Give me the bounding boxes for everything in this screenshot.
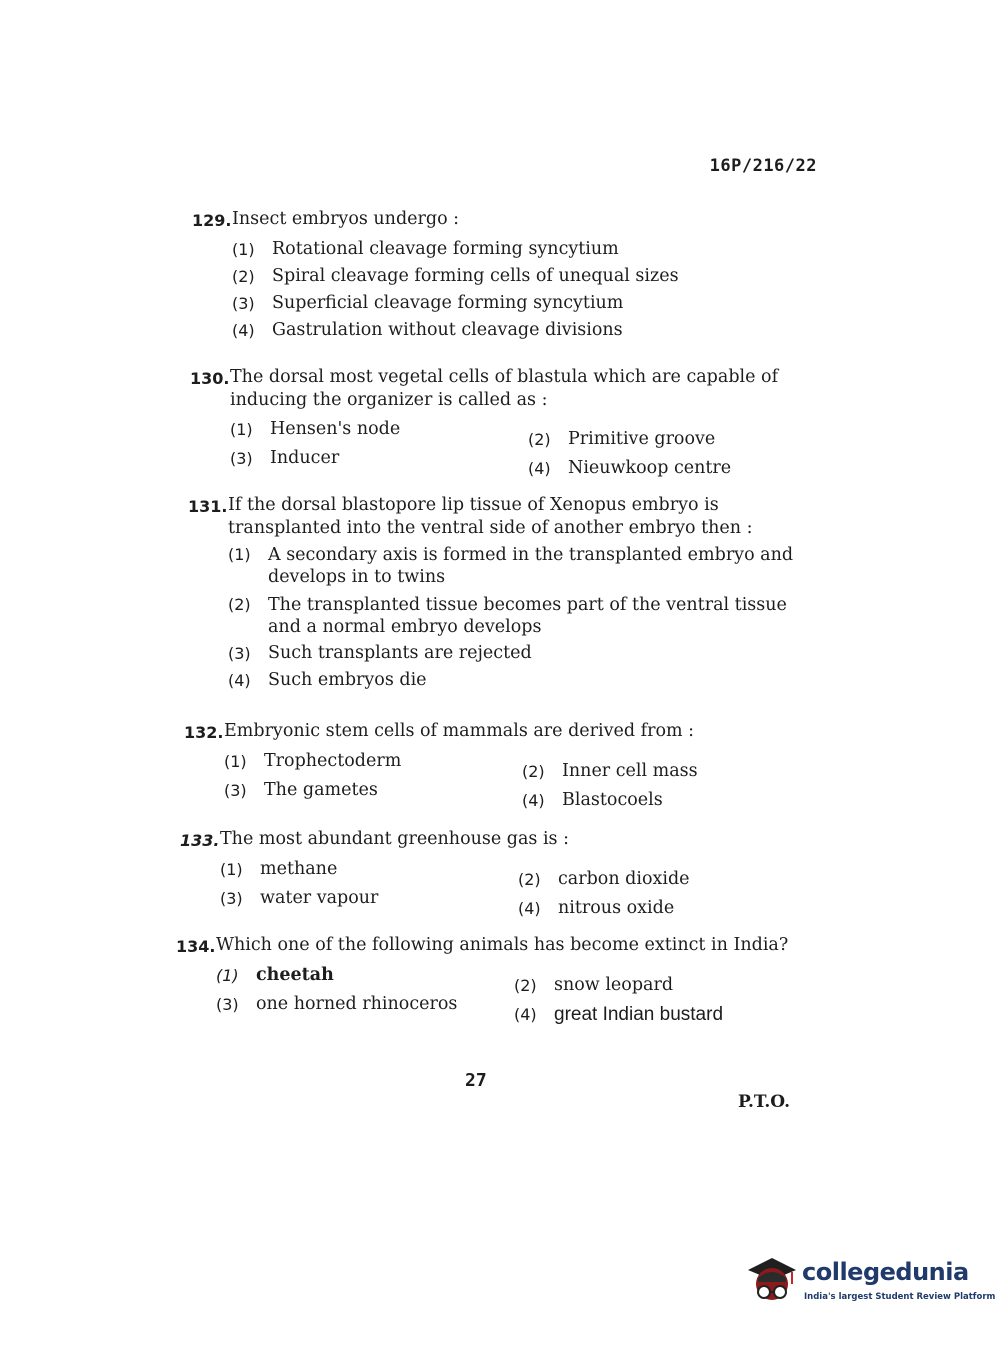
option [220,856,518,883]
option-number: (1) [232,240,255,259]
option [216,962,514,989]
question-132 [184,720,824,810]
option-text: The gametes [264,780,378,800]
option [228,667,818,694]
option-number: (1) [230,420,253,439]
options-list [228,544,818,694]
question-text: The dorsal most vegetal cells of blastula which are capable of inducing the organizer is called as : [230,367,779,410]
option [232,317,832,344]
option-text: Rotational cleavage forming syncytium [272,239,619,259]
option-number: (3) [224,781,247,800]
question-number: 134. [176,937,216,956]
option-text: Inducer [270,448,340,468]
option [232,236,832,263]
option-text: cheetah [256,965,334,985]
question-text: The most abundant greenhouse gas is : [220,829,569,849]
option [216,991,514,1018]
option-number: (4) [228,671,251,690]
option-text: methane [260,859,338,879]
question-text: Which one of the following animals has become extinct in India? [216,935,789,955]
option [522,758,822,785]
option-text: Superficial cleavage forming syncytium [272,293,624,313]
option-number: (4) [514,1005,537,1024]
option-number: (1) [224,752,247,771]
option-number: (2) [232,267,255,286]
question-number: 129. [192,211,232,230]
option-number: (2) [518,870,541,889]
option-number: (4) [528,459,551,478]
option-text: A secondary axis is formed in the transplanted embryo and develops in to twins [268,545,794,587]
option [232,290,832,317]
option [514,1001,814,1028]
option-text: Such transplants are rejected [268,643,532,663]
pto-label: P.T.O. [738,1092,790,1112]
options-grid [224,748,824,810]
question-134 [176,934,816,1025]
option-text: great Indian bustard [554,1004,724,1025]
option [224,748,522,775]
option-text: Hensen's node [270,419,401,439]
question-number: 130. [190,369,230,388]
option-number: (2) [228,595,251,614]
options-list [232,236,832,344]
option [228,594,818,638]
option [528,455,828,482]
option-number: (3) [220,889,243,908]
option-text: snow leopard [554,975,674,995]
option-text: Primitive groove [568,429,716,449]
option-number: (2) [528,430,551,449]
option [518,895,818,922]
option [220,885,518,912]
option-text: one horned rhinoceros [256,994,458,1014]
options-grid [216,962,816,1025]
option-text: water vapour [260,888,379,908]
option-number: (1) [216,966,239,985]
question-133 [180,828,820,918]
option-text: Such embryos die [268,670,427,690]
option-number: (4) [522,791,545,810]
paper-code: 16P/216/22 [709,156,817,176]
option [228,640,818,667]
option-number: (4) [518,899,541,918]
option [228,544,818,588]
collegedunia-watermark [742,1252,996,1312]
option [232,263,832,290]
page-number: 27 [465,1070,487,1091]
option [522,787,822,814]
option [230,416,528,443]
option-text: Inner cell mass [562,761,698,781]
option-number: (3) [232,294,255,313]
option-text: Trophectoderm [264,751,402,771]
option [514,972,814,999]
question-text: Insect embryos undergo : [232,209,460,229]
question-129 [192,208,832,344]
question-text: If the dorsal blastopore lip tissue of Xenopus embryo is transplanted into the ventral side of another embryo then : [228,495,753,538]
option-text: Blastocoels [562,790,663,810]
options-grid [230,416,820,478]
option-number: (1) [228,545,251,564]
question-number: 133. [180,831,220,850]
question-number: 132. [184,723,224,742]
question-130 [190,366,820,478]
brand-tagline: India's largest Student Review Platform [804,1292,996,1302]
question-text: Embryonic stem cells of mammals are derived from : [224,721,695,741]
option-number: (2) [522,762,545,781]
option [230,445,528,472]
option [528,426,828,453]
option-text: nitrous oxide [558,898,675,918]
option-number: (2) [514,976,537,995]
option-text: Gastrulation without cleavage divisions [272,320,623,340]
option-text: The transplanted tissue becomes part of the ventral tissue and a normal embryo develops [268,595,787,637]
option-number: (4) [232,321,255,340]
option-text: Nieuwkoop centre [568,458,732,478]
option-number: (3) [230,449,253,468]
options-grid [220,856,820,918]
option-text: carbon dioxide [558,869,690,889]
option-number: (1) [220,860,243,879]
option [224,777,522,804]
option-text: Spiral cleavage forming cells of unequal sizes [272,266,679,286]
option-number: (3) [228,644,251,663]
question-131 [188,494,818,694]
question-number: 131. [188,497,228,516]
option [518,866,818,893]
option-number: (3) [216,995,239,1014]
collegedunia-logo-icon [742,1252,800,1310]
brand-name: collegedunia [802,1258,969,1286]
